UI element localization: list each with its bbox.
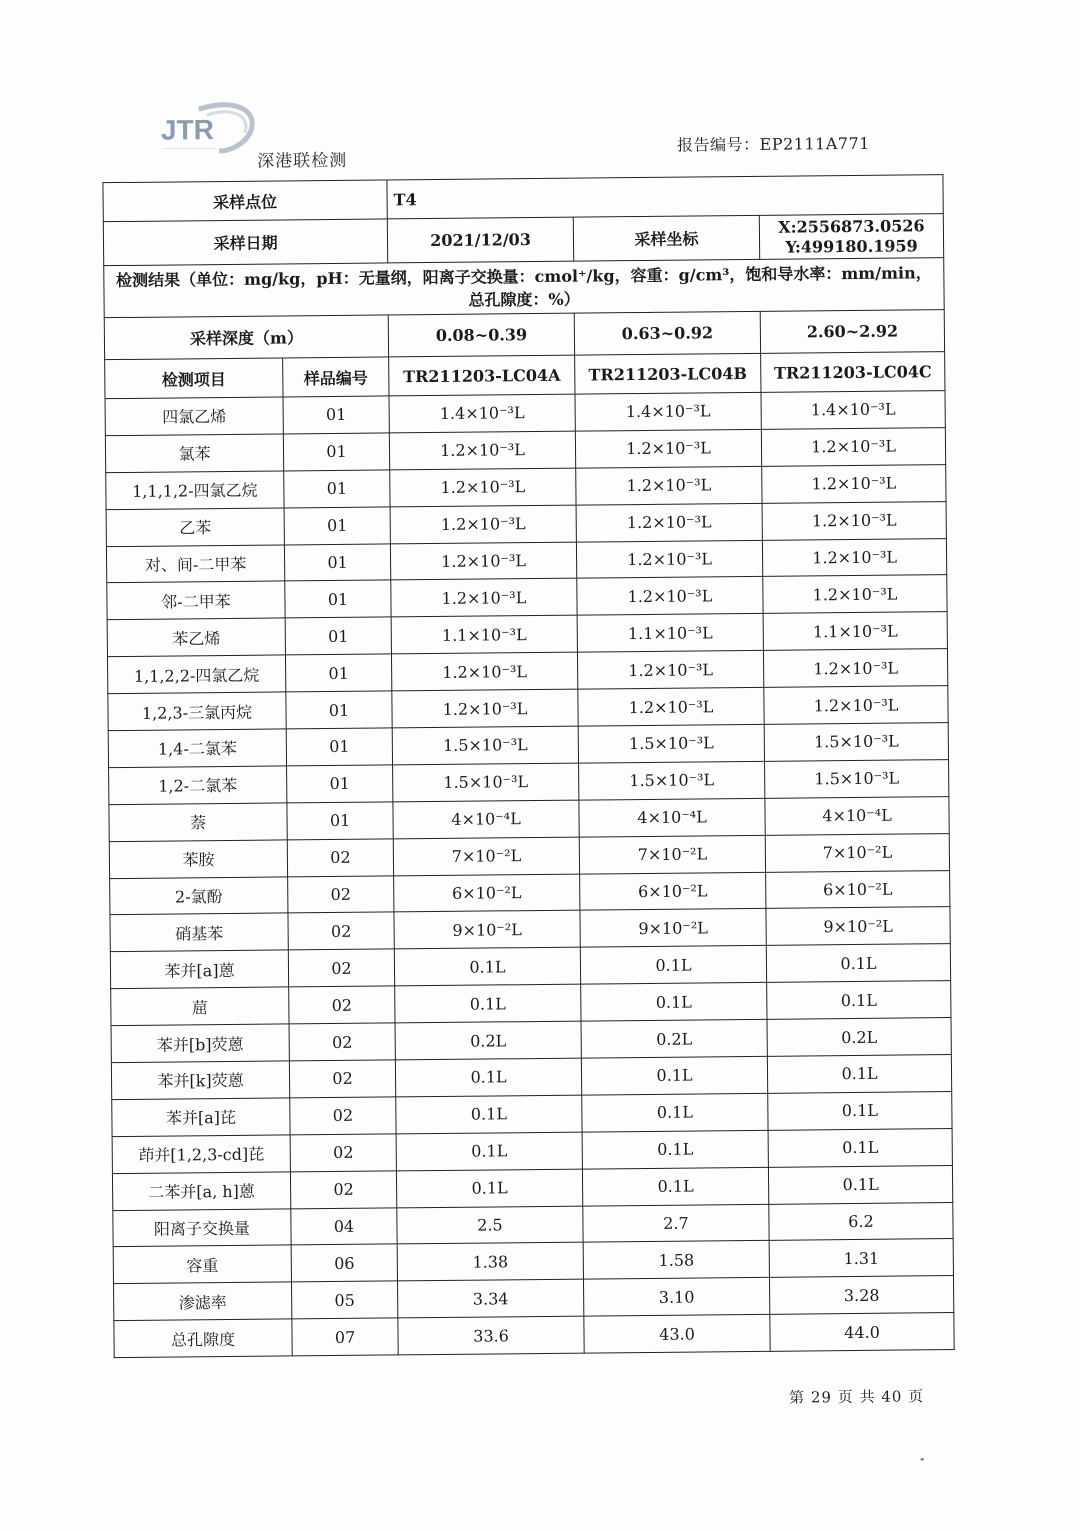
result-cell: 1.38: [397, 1243, 583, 1282]
sample-code-cell: 02: [290, 1134, 396, 1172]
item-name-cell: 阳离子交换量: [113, 1209, 291, 1248]
result-cell: 1.2×10⁻³L: [389, 431, 575, 470]
item-name-cell: 2-氯酚: [110, 877, 288, 916]
result-cell: 1.2×10⁻³L: [391, 652, 577, 691]
coord-label: 采样坐标: [573, 215, 759, 261]
result-cell: 0.1L: [395, 984, 581, 1023]
result-cell: 0.2L: [767, 1018, 951, 1057]
units-note-line1: 检测结果（单位：mg/kg，pH：无量纲，阳离子交换量：cmol⁺/kg，容重：g/cm³，饱和导水率：mm/min，: [116, 262, 932, 290]
result-cell: 1.2×10⁻³L: [763, 575, 947, 614]
result-cell: 3.10: [584, 1278, 770, 1317]
sample-code-cell: 01: [285, 654, 391, 692]
item-name-cell: 容重: [113, 1245, 291, 1284]
sample-code-cell: 02: [288, 912, 394, 950]
svg-text:—————————————: —————————————: [163, 145, 216, 151]
sample-header: 样品编号: [283, 357, 389, 397]
sample-code-cell: 01: [284, 543, 390, 581]
result-cell: 0.1L: [768, 1165, 952, 1204]
sample-code-cell: 02: [289, 986, 395, 1024]
result-cell: 0.1L: [767, 981, 951, 1020]
result-cell: 0.2L: [581, 1019, 767, 1058]
result-cell: 1.5×10⁻³L: [393, 763, 579, 802]
report-number-value: EP2111A771: [759, 133, 870, 154]
sample-code-cell: 01: [287, 765, 393, 803]
coord-x: X:2556873.0526: [778, 215, 925, 237]
result-cell: 3.34: [398, 1279, 584, 1318]
depth-label: 采样深度（m）: [104, 315, 388, 360]
result-cell: 0.1L: [766, 944, 950, 983]
logo-tagline: 深港联检测: [257, 150, 348, 172]
sample-code-cell: 01: [283, 396, 389, 434]
item-name-cell: 萘: [109, 803, 287, 842]
result-cell: 33.6: [398, 1316, 584, 1355]
report-number-label: 报告编号：: [677, 134, 760, 155]
sample-code-cell: 02: [288, 949, 394, 987]
result-cell: 1.5×10⁻³L: [392, 726, 578, 765]
item-name-cell: 1,2-二氯苯: [109, 766, 287, 805]
result-cell: 7×10⁻²L: [765, 833, 949, 872]
item-name-cell: 渗滤率: [114, 1282, 292, 1321]
result-cell: 9×10⁻²L: [394, 911, 580, 950]
item-name-cell: 苯并[a]芘: [112, 1098, 290, 1137]
depth-value: 0.63~0.92: [574, 311, 760, 355]
result-cell: 44.0: [770, 1313, 954, 1352]
sample-code-cell: 01: [287, 802, 393, 840]
company-logo: [159, 100, 360, 172]
result-cell: 4×10⁻⁴L: [765, 796, 949, 835]
item-name-cell: 茚并[1,2,3-cd]芘: [112, 1135, 290, 1174]
result-cell: 1.4×10⁻³L: [389, 394, 575, 433]
sample-code-cell: 04: [291, 1207, 397, 1245]
site-value: T4: [387, 175, 943, 219]
result-cell: 1.2×10⁻³L: [576, 466, 762, 505]
item-name-cell: 氯苯: [105, 434, 283, 473]
item-name-cell: 邻-二甲苯: [107, 581, 285, 620]
item-name-cell: 䓛: [111, 987, 289, 1026]
date-label: 采样日期: [103, 219, 387, 266]
scan-speck: [921, 1458, 924, 1460]
result-cell: 1.2×10⁻³L: [576, 503, 762, 542]
results-table: [102, 174, 954, 1358]
result-cell: 1.1×10⁻³L: [391, 615, 577, 654]
result-cell: 1.2×10⁻³L: [575, 429, 761, 468]
logo-wordmark: JTR: [160, 114, 214, 146]
jtr-logo-icon: [159, 101, 270, 158]
result-cell: 0.2L: [395, 1021, 581, 1060]
sample-code-cell: 01: [286, 728, 392, 766]
item-name-cell: 苯并[k]荧蒽: [111, 1061, 289, 1100]
sample-code-cell: 02: [289, 1023, 395, 1061]
result-cell: 6.2: [769, 1202, 953, 1241]
sample-code-cell: 01: [284, 470, 390, 508]
result-cell: 2.7: [583, 1204, 769, 1243]
item-name-cell: 苯乙烯: [107, 618, 285, 657]
item-name-cell: 对、间-二甲苯: [106, 545, 284, 584]
item-name-cell: 乙苯: [106, 508, 284, 547]
result-cell: 1.5×10⁻³L: [578, 724, 764, 763]
result-cell: 1.2×10⁻³L: [762, 501, 946, 540]
result-cell: 1.4×10⁻³L: [575, 392, 761, 431]
result-cell: 1.2×10⁻³L: [390, 468, 576, 507]
result-cell: 1.2×10⁻³L: [390, 542, 576, 581]
result-cell: 1.2×10⁻³L: [762, 464, 946, 503]
result-cell: 2.5: [397, 1206, 583, 1245]
sample-code-cell: 07: [292, 1318, 398, 1356]
result-cell: 1.2×10⁻³L: [577, 577, 763, 616]
result-cell: 1.31: [769, 1239, 953, 1278]
result-cell: 0.1L: [768, 1128, 952, 1167]
date-value: 2021/12/03: [387, 217, 573, 263]
result-cell: 9×10⁻²L: [766, 907, 950, 946]
result-cell: 0.1L: [767, 1055, 951, 1094]
result-cell: 1.1×10⁻³L: [763, 612, 947, 651]
result-cell: 1.58: [583, 1241, 769, 1280]
item-name-cell: 1,4-二氯苯: [108, 729, 286, 768]
result-cell: 43.0: [584, 1315, 770, 1354]
item-name-cell: 1,1,1,2-四氯乙烷: [106, 471, 284, 510]
page-number: 第 29 页 共 40 页: [789, 1387, 925, 1407]
item-name-cell: 苯并[b]荧蒽: [111, 1024, 289, 1063]
result-cell: 6×10⁻²L: [766, 870, 950, 909]
sample-code-cell: 02: [289, 1060, 395, 1098]
item-name-cell: 1,1,2,2-四氯乙烷: [107, 655, 285, 694]
result-cell: 1.4×10⁻³L: [761, 391, 945, 430]
result-cell: 1.2×10⁻³L: [576, 540, 762, 579]
result-cell: 1.5×10⁻³L: [764, 723, 948, 762]
result-cell: 1.2×10⁻³L: [764, 686, 948, 725]
result-cell: 3.28: [769, 1276, 953, 1315]
sample-code-cell: 02: [290, 1171, 396, 1209]
result-cell: 4×10⁻⁴L: [579, 798, 765, 837]
result-cell: 0.1L: [582, 1130, 768, 1169]
units-note: [104, 258, 945, 318]
result-cell: 9×10⁻²L: [580, 909, 766, 948]
item-name-cell: 1,2,3-三氯丙烷: [108, 692, 286, 731]
result-cell: 1.2×10⁻³L: [392, 689, 578, 728]
sample-code-cell: 01: [285, 617, 391, 655]
result-cell: 6×10⁻²L: [394, 874, 580, 913]
result-cell: 0.1L: [396, 1169, 582, 1208]
item-header: 检测项目: [105, 358, 283, 399]
result-cell: 0.1L: [581, 983, 767, 1022]
sample-code-cell: 05: [292, 1281, 398, 1319]
sample-code-cell: 01: [283, 433, 389, 471]
sample-code-cell: 02: [290, 1097, 396, 1135]
item-name-cell: 四氯乙烯: [105, 397, 283, 436]
result-cell: 0.1L: [768, 1091, 952, 1130]
units-note-line2: 总孔隙度：%）: [468, 289, 580, 310]
result-cell: 0.1L: [581, 1056, 767, 1095]
table-row: [114, 1313, 954, 1358]
result-cell: 1.2×10⁻³L: [763, 649, 947, 688]
item-name-cell: 二苯并[a, h]蒽: [112, 1172, 290, 1211]
item-name-cell: 苯胺: [109, 840, 287, 879]
sample-code-cell: 01: [284, 507, 390, 545]
result-cell: 1.2×10⁻³L: [762, 538, 946, 577]
result-cell: 7×10⁻²L: [579, 835, 765, 874]
depth-value: 0.08~0.39: [388, 313, 574, 357]
result-cell: 0.1L: [394, 947, 580, 986]
report-number: [677, 131, 870, 156]
sample-code-cell: 02: [288, 875, 394, 913]
sample-code-cell: 06: [291, 1244, 397, 1282]
coord-value: [759, 214, 943, 260]
result-cell: 0.1L: [396, 1095, 582, 1134]
sample-code-cell: 01: [285, 580, 391, 618]
result-cell: 0.1L: [580, 946, 766, 985]
result-cell: 1.5×10⁻³L: [579, 761, 765, 800]
item-name-cell: 硝基苯: [110, 913, 288, 952]
result-cell: 0.1L: [396, 1132, 582, 1171]
sample-id: TR211203-LC04B: [575, 353, 761, 394]
sample-id: TR211203-LC04A: [389, 355, 575, 396]
result-cell: 0.1L: [582, 1167, 768, 1206]
result-cell: 1.5×10⁻³L: [765, 759, 949, 798]
units-note-row: [104, 258, 945, 318]
item-name-cell: 苯并[a]蒽: [110, 950, 288, 989]
site-label: 采样点位: [103, 180, 387, 222]
result-cell: 1.1×10⁻³L: [577, 614, 763, 653]
sample-id: TR211203-LC04C: [761, 352, 945, 393]
result-cell: 4×10⁻⁴L: [393, 800, 579, 839]
coord-y: Y:499180.1959: [785, 235, 918, 257]
item-name-cell: 总孔隙度: [114, 1319, 292, 1358]
result-cell: 0.1L: [395, 1058, 581, 1097]
result-cell: 1.2×10⁻³L: [578, 687, 764, 726]
sample-code-cell: 02: [287, 839, 393, 877]
result-cell: 0.1L: [582, 1093, 768, 1132]
result-cell: 6×10⁻²L: [580, 872, 766, 911]
sample-code-cell: 01: [286, 691, 392, 729]
result-cell: 1.2×10⁻³L: [761, 427, 945, 466]
result-cell: 1.2×10⁻³L: [390, 505, 576, 544]
depth-value: 2.60~2.92: [760, 310, 944, 354]
result-cell: 1.2×10⁻³L: [577, 651, 763, 690]
result-cell: 7×10⁻²L: [393, 837, 579, 876]
result-cell: 1.2×10⁻³L: [391, 579, 577, 618]
